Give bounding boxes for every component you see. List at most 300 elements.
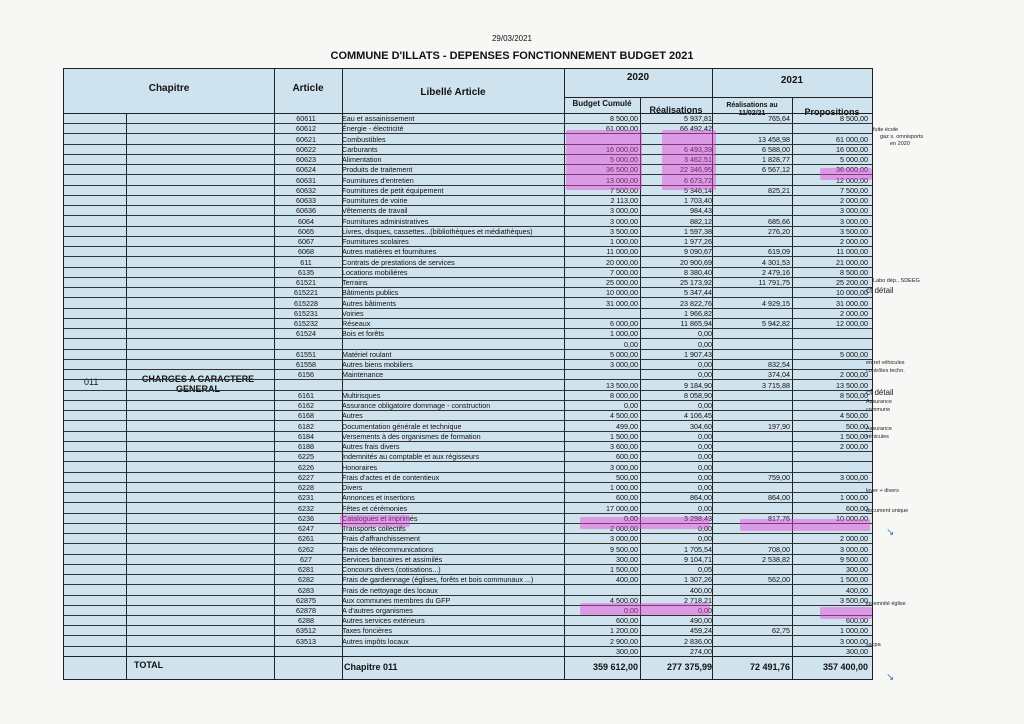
row-libelle: Livres, disques, cassettes...(bibliothèques et médiathèques) [342, 226, 533, 236]
row-realisations: 22 346,95 [680, 165, 712, 175]
row-article: 61558 [296, 360, 316, 370]
header-2020: 2020 [626, 72, 650, 83]
row-real-2021: 6 567,12 [762, 165, 790, 175]
row-libelle: Eau et assainissement [342, 114, 415, 124]
row-propositions: 600,00 [846, 503, 868, 513]
row-propositions: 12 000,00 [836, 175, 868, 185]
row-real-2021: 817,76 [768, 513, 790, 523]
header-2021: 2021 [780, 75, 804, 86]
total-budget: 359 612,00 [592, 662, 638, 672]
row-realisations: 8 380,40 [684, 267, 712, 277]
row-realisations: 5 346,14 [684, 185, 712, 195]
row-libelle: Autres bâtiments [342, 298, 396, 308]
row-budget: 3 000,00 [610, 206, 638, 216]
row-budget: 8 500,00 [610, 114, 638, 124]
margin-note: fuite école [873, 127, 899, 133]
row-realisations: 0,00 [698, 606, 712, 615]
row-budget: 1 000,00 [610, 237, 638, 247]
row-budget: 1 000,00 [610, 483, 638, 493]
row-libelle: Bois et forêts [342, 329, 384, 339]
row-budget: 3 000,00 [610, 216, 638, 226]
header-realisations: Réalisations [649, 105, 703, 115]
row-realisations: 1 703,40 [684, 196, 712, 206]
row-libelle: Locations mobilières [342, 267, 408, 277]
row-real-2021: 374,04 [768, 370, 790, 380]
row-realisations: 0,00 [698, 339, 712, 349]
row-libelle: Autres matières et fournitures [342, 247, 437, 257]
row-realisations: 882,12 [690, 216, 712, 226]
row-article: 6281 [298, 565, 314, 575]
row-propositions: 10 000,00 [836, 513, 868, 523]
row-libelle: Catalogues et imprimés [342, 513, 418, 523]
row-propositions: 1 000,00 [840, 493, 868, 503]
arrow-icon: ↘ [886, 672, 895, 683]
row-propositions: 11 000,00 [836, 247, 868, 257]
row-real-2021: 13 458,98 [758, 134, 790, 144]
row-realisations: 1 907,43 [684, 349, 712, 359]
row-real-2021: 1 828,77 [762, 155, 790, 165]
row-budget: 25 000,00 [606, 278, 638, 288]
row-realisations: 66 492,42 [680, 124, 712, 134]
row-realisations: 8 058,90 [684, 390, 712, 400]
row-article: 63512 [296, 626, 316, 636]
row-real-2021: 562,00 [768, 575, 790, 585]
row-libelle: Produits de traitement [342, 165, 413, 175]
row-article: 6261 [298, 534, 314, 544]
row-real-2021: 759,00 [768, 472, 790, 482]
row-propositions: 3 000,00 [840, 206, 868, 216]
row-propositions: 3 000,00 [840, 636, 868, 646]
margin-note: commune [866, 407, 891, 413]
row-propositions: 31 000,00 [836, 298, 868, 308]
row-libelle: Terrains [342, 278, 368, 288]
row-libelle: Contrats de prestations de services [342, 257, 455, 267]
total-realisations: 277 375,99 [666, 662, 712, 672]
table-header [64, 69, 872, 117]
highlight-mark [340, 515, 410, 527]
row-realisations: 0,00 [698, 329, 712, 339]
row-budget: 6 000,00 [610, 319, 638, 329]
row-realisations: 3 298,43 [684, 513, 712, 523]
row-budget: 9 500,00 [610, 544, 638, 554]
row-article: 61524 [296, 329, 316, 339]
row-article: 615221 [294, 288, 318, 298]
row-article: 6231 [298, 493, 314, 503]
row-libelle: Indemnités au comptable et aux régisseurs [342, 452, 480, 462]
row-real-2021: 276,20 [768, 226, 790, 236]
row-libelle: Voiries [342, 308, 364, 318]
row-libelle: Énergie - électricité [342, 124, 404, 134]
row-budget: 1 000,00 [610, 329, 638, 339]
row-libelle: Frais d'actes et de contentieux [342, 472, 440, 482]
row-budget: 2 000,00 [610, 524, 638, 534]
row-realisations: 1 307,26 [684, 575, 712, 585]
row-libelle: Frais de nettoyage des locaux [342, 585, 438, 595]
row-libelle: Fournitures administratives [342, 216, 429, 226]
page-title: COMMUNE D'ILLATS - DEPENSES FONCTIONNEMENT BUDGET 2021 [330, 50, 694, 62]
row-budget: 7 500,00 [610, 185, 638, 195]
row-budget: 2 113,00 [610, 196, 638, 206]
row-realisations: 20 900,69 [680, 257, 712, 267]
row-realisations: 490,00 [690, 616, 712, 626]
row-realisations: 1 977,26 [684, 237, 712, 247]
row-propositions: 3 500,00 [840, 595, 868, 605]
row-article: 63513 [296, 636, 316, 646]
row-budget: 13 000,00 [606, 175, 638, 185]
row-realisations: 2 718,21 [684, 595, 712, 605]
row-real-2021: 4 929,15 [762, 298, 790, 308]
margin-note: document unique [866, 508, 909, 514]
row-budget: 17 000,00 [606, 503, 638, 513]
row-libelle: Frais de télécommunications [342, 544, 434, 554]
row-article: 6068 [298, 247, 314, 257]
row-libelle: Matériel roulant [342, 349, 392, 359]
row-realisations: 23 822,76 [680, 298, 712, 308]
row-budget: 7 000,00 [610, 267, 638, 277]
row-article: 6065 [298, 226, 314, 236]
row-real-2021: 5 942,82 [762, 319, 790, 329]
margin-note: entret véhicules [866, 360, 905, 366]
row-budget: 3 000,00 [610, 360, 638, 370]
row-budget: 300,00 [616, 646, 638, 656]
row-libelle: Autres [342, 411, 363, 421]
row-article: 6227 [298, 472, 314, 482]
row-propositions: 61 000,00 [836, 134, 868, 144]
row-libelle: Transports collectifs [342, 524, 406, 534]
row-realisations: 1 597,38 [684, 226, 712, 236]
row-real-2021: 685,66 [768, 216, 790, 226]
row-propositions: 21 000,00 [836, 257, 868, 267]
row-propositions: 2 000,00 [840, 370, 868, 380]
row-libelle: Taxes foncières [342, 626, 392, 636]
row-libelle: Honoraires [342, 462, 378, 472]
row-libelle: Autres frais divers [342, 442, 400, 452]
row-propositions: 300,00 [846, 646, 868, 656]
row-article: 615232 [294, 319, 318, 329]
row-realisations: 5 937,81 [684, 114, 712, 124]
row-libelle: Fêtes et cérémonies [342, 503, 408, 513]
header-budget: Budget Cumulé [572, 99, 632, 108]
row-libelle: Alimentation [342, 155, 382, 165]
margin-note: indemnité église [866, 601, 906, 607]
row-propositions: 7 500,00 [840, 185, 868, 195]
row-budget: 61 000,00 [606, 124, 638, 134]
row-budget: 300,00 [616, 554, 638, 564]
row-libelle: Services bancaires et assimilés [342, 554, 443, 564]
row-budget: 5 000,00 [610, 349, 638, 359]
row-article: 6228 [298, 483, 314, 493]
chapter-code: 011 [84, 377, 99, 387]
row-article: 62875 [296, 595, 316, 605]
row-budget: 1 500,00 [610, 431, 638, 441]
row-realisations: 274,00 [690, 646, 712, 656]
row-libelle: Fournitures d'entretien [342, 175, 414, 185]
row-propositions: 36 000,00 [836, 165, 868, 175]
row-real-2021: 3 715,88 [762, 380, 790, 390]
row-propositions: 3 500,00 [840, 226, 868, 236]
row-article: 60632 [296, 185, 316, 195]
row-article: 611 [300, 257, 312, 267]
margin-note: véhicules [866, 434, 889, 440]
row-budget: 0,00 [624, 513, 638, 523]
row-realisations: 0,00 [698, 401, 712, 411]
row-propositions: 5 000,00 [840, 349, 868, 359]
row-budget: 13 500,00 [606, 380, 638, 390]
row-libelle: Fournitures de voirie [342, 196, 408, 206]
row-libelle: Assurance obligatoire dommage - construction [342, 401, 491, 411]
row-realisations: 6 673,72 [684, 175, 712, 185]
row-libelle: Réseaux [342, 319, 371, 329]
row-article: 60631 [296, 175, 316, 185]
row-article: 6067 [298, 237, 314, 247]
row-libelle: Carburants [342, 144, 378, 154]
margin-note: Assurance [866, 399, 892, 405]
row-budget: 600,00 [616, 616, 638, 626]
row-libelle: Versements à des organismes de formation [342, 431, 481, 441]
row-article: 627 [300, 554, 312, 564]
total-row [64, 656, 872, 678]
row-budget: 2 900,00 [610, 636, 638, 646]
row-article: 6247 [298, 524, 314, 534]
row-article: 6262 [298, 544, 314, 554]
row-realisations: 0,00 [698, 483, 712, 493]
margin-note: sacpa [866, 642, 881, 648]
row-budget: 1 200,00 [610, 626, 638, 636]
highlight-mark [580, 603, 710, 615]
row-propositions: 8 500,00 [840, 267, 868, 277]
row-article: 6064 [298, 216, 314, 226]
margin-note: loyer + divers [866, 488, 899, 494]
row-realisations: 0,00 [698, 370, 712, 380]
row-budget: 5 000,00 [610, 155, 638, 165]
row-propositions: 500,00 [846, 421, 868, 431]
row-propositions: 1 500,00 [840, 431, 868, 441]
total-label: TOTAL [134, 660, 164, 670]
divider [564, 97, 872, 98]
highlight-mark [740, 519, 870, 531]
row-budget: 3 000,00 [610, 534, 638, 544]
row-article: 6283 [298, 585, 314, 595]
row-article: 61551 [296, 349, 316, 359]
row-propositions: 25 200,00 [836, 278, 868, 288]
highlight-mark [580, 517, 710, 529]
row-article: 61521 [296, 278, 316, 288]
highlight-mark [820, 607, 872, 619]
row-realisations: 0,00 [698, 360, 712, 370]
row-realisations: 459,24 [690, 626, 712, 636]
row-realisations: 5 347,44 [684, 288, 712, 298]
row-article: 6188 [298, 442, 314, 452]
row-propositions: 300,00 [846, 565, 868, 575]
row-budget: 11 000,00 [606, 247, 638, 257]
chapter-label: CHARGES A CARACTERE GENERAL [141, 374, 255, 394]
row-propositions: 10 000,00 [836, 288, 868, 298]
row-propositions: 3 000,00 [840, 216, 868, 226]
margin-note: Labo dép., SDEEG [873, 278, 920, 284]
row-real-2021: 6 588,00 [762, 144, 790, 154]
row-realisations: 0,00 [698, 534, 712, 544]
row-budget: 3 000,00 [610, 462, 638, 472]
row-realisations: 6 493,39 [684, 144, 712, 154]
margin-note: cf détail [866, 388, 894, 397]
row-libelle: Autres services extérieurs [342, 616, 425, 626]
margin-note: en 2020 [890, 141, 910, 147]
row-real-2021: 4 301,53 [762, 257, 790, 267]
row-real-2021: 708,00 [768, 544, 790, 554]
row-realisations: 0,00 [698, 462, 712, 472]
row-libelle: Autres biens mobiliers [342, 360, 413, 370]
row-realisations: 0,05 [698, 565, 712, 575]
row-realisations: 0,00 [698, 503, 712, 513]
row-propositions: 1 500,00 [840, 575, 868, 585]
row-budget: 3 600,00 [610, 442, 638, 452]
row-budget: 36 500,00 [606, 165, 638, 175]
row-article: 60622 [296, 144, 316, 154]
row-real-2021: 2 479,16 [762, 267, 790, 277]
row-article: 6162 [298, 401, 314, 411]
row-budget: 499,00 [616, 421, 638, 431]
row-budget: 600,00 [616, 452, 638, 462]
row-realisations: 0,00 [698, 452, 712, 462]
row-propositions: 2 000,00 [840, 442, 868, 452]
row-budget: 0,00 [624, 401, 638, 411]
row-real-2021: 864,00 [768, 493, 790, 503]
header-realisations-au: Réalisations au 11/02/21 [726, 102, 778, 117]
row-budget: 600,00 [616, 493, 638, 503]
row-article: 6156 [298, 370, 314, 380]
margin-note: cf détail [866, 286, 894, 295]
row-libelle: Maintenance [342, 370, 384, 380]
row-propositions: 600,00 [846, 616, 868, 626]
row-propositions: 8 500,00 [840, 390, 868, 400]
row-realisations: 0,00 [698, 524, 712, 534]
row-realisations: 25 173,92 [680, 278, 712, 288]
row-article: 6282 [298, 575, 314, 585]
row-article: 6168 [298, 411, 314, 421]
header-libelle: Libellé Article [420, 87, 486, 98]
row-realisations: 9 090,67 [684, 247, 712, 257]
row-propositions: 9 500,00 [840, 554, 868, 564]
row-article: 60612 [296, 124, 316, 134]
row-article: 6232 [298, 503, 314, 513]
row-real-2021: 2 538,82 [762, 554, 790, 564]
row-article: 615231 [294, 308, 318, 318]
row-article: 6135 [298, 267, 314, 277]
row-libelle: Fournitures de petit équipement [342, 185, 444, 195]
row-propositions: 4 500,00 [840, 411, 868, 421]
row-article: 6236 [298, 513, 314, 523]
row-real-2021: 765,64 [768, 114, 790, 124]
header-propositions: Propositions [804, 107, 860, 117]
row-realisations: 9 184,90 [684, 380, 712, 390]
row-propositions: 400,00 [846, 585, 868, 595]
row-article: 60623 [296, 155, 316, 165]
row-realisations: 400,00 [690, 585, 712, 595]
row-propositions: 2 000,00 [840, 196, 868, 206]
row-realisations: 984,43 [690, 206, 712, 216]
header-chapitre: Chapitre [148, 83, 190, 94]
total-real-2021: 72 491,76 [749, 662, 790, 672]
row-libelle: Frais de gardiennage (églises, forêts et bois communaux ...) [342, 575, 534, 585]
print-date: 29/03/2021 [491, 34, 533, 43]
row-realisations: 0,00 [698, 442, 712, 452]
row-budget: 500,00 [616, 472, 638, 482]
row-budget: 0,00 [624, 606, 638, 615]
row-libelle: Autres impôts locaux [342, 636, 409, 646]
arrow-icon: ↘ [886, 527, 895, 538]
row-propositions: 2 000,00 [840, 308, 868, 318]
margin-note: contrôles techn. [866, 368, 905, 374]
highlight-mark [820, 168, 872, 180]
row-libelle: Divers [342, 483, 363, 493]
row-propositions: 2 000,00 [840, 237, 868, 247]
total-chapter: Chapitre 011 [344, 662, 398, 672]
row-article: 6226 [298, 462, 314, 472]
row-libelle: Fournitures scolaires [342, 237, 409, 247]
row-real-2021: 197,90 [768, 421, 790, 431]
header-article: Article [292, 83, 324, 94]
row-propositions: 2 000,00 [840, 534, 868, 544]
row-budget: 0,00 [624, 339, 638, 349]
row-libelle: Bâtiments publics [342, 288, 399, 298]
row-libelle: A d'autres organismes [342, 606, 413, 615]
row-libelle: Concours divers (cotisations...) [342, 565, 441, 575]
row-budget: 4 500,00 [610, 595, 638, 605]
row-propositions: 16 000,00 [836, 144, 868, 154]
row-article: 60611 [296, 114, 316, 124]
budget-table [63, 68, 873, 680]
row-libelle: Annonces et insertions [342, 493, 415, 503]
row-realisations: 2 836,00 [684, 636, 712, 646]
row-real-2021: 11 791,75 [758, 278, 790, 288]
row-article: 6161 [298, 390, 314, 400]
row-article: 6182 [298, 421, 314, 431]
row-realisations: 0,00 [698, 472, 712, 482]
row-article: 6225 [298, 452, 314, 462]
row-article: 60621 [296, 134, 316, 144]
row-budget: 31 000,00 [606, 298, 638, 308]
row-libelle: Aux communes membres du GFP [342, 595, 451, 605]
row-realisations: 1 966,82 [684, 308, 712, 318]
row-article: 60624 [296, 165, 316, 175]
row-propositions: 1 000,00 [840, 626, 868, 636]
row-realisations: 3 462,51 [684, 155, 712, 165]
row-realisations: 304,60 [690, 421, 712, 431]
row-article: 6288 [298, 616, 314, 626]
highlight-mark [662, 130, 716, 190]
row-budget: 8 000,00 [610, 390, 638, 400]
row-propositions: 3 000,00 [840, 472, 868, 482]
row-real-2021: 619,09 [768, 247, 790, 257]
row-realisations: 1 705,54 [684, 544, 712, 554]
row-propositions: 3 000,00 [840, 544, 868, 554]
row-budget: 400,00 [616, 575, 638, 585]
row-libelle: Documentation générale et technique [342, 421, 462, 431]
row-realisations: 9 104,71 [684, 554, 712, 564]
row-budget: 10 000,00 [606, 288, 638, 298]
margin-note: Assurance [866, 426, 892, 432]
row-real-2021: 62,75 [772, 626, 790, 636]
row-article: 60633 [296, 196, 316, 206]
row-budget: 1 500,00 [610, 565, 638, 575]
row-propositions: 5 000,00 [840, 155, 868, 165]
row-real-2021: 832,54 [768, 360, 790, 370]
row-libelle: Combustibles [342, 134, 386, 144]
row-propositions: 13 500,00 [836, 380, 868, 390]
row-budget: 4 500,00 [610, 411, 638, 421]
row-budget: 3 500,00 [610, 226, 638, 236]
row-realisations: 0,00 [698, 431, 712, 441]
